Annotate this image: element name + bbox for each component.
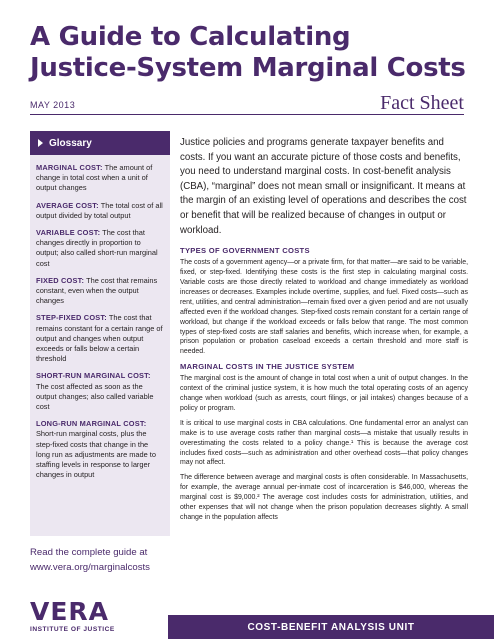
unit-banner: COST-BENEFIT ANALYSIS UNIT <box>168 615 494 639</box>
glossary-term: LONG-RUN MARGINAL COST: <box>36 419 147 429</box>
glossary-heading: Glossary <box>49 137 92 149</box>
page-footer <box>0 593 494 639</box>
glossary-item <box>36 276 164 307</box>
title-line-2: Justice-System Marginal Costs <box>30 53 466 83</box>
read-guide-callout <box>30 545 175 575</box>
guide-link[interactable]: www.vera.org/marginalcosts <box>30 562 150 573</box>
glossary-item <box>36 228 164 269</box>
glossary-term: SHORT-RUN MARGINAL COST: <box>36 371 151 381</box>
glossary-item <box>36 419 164 480</box>
body-paragraph: It is critical to use marginal costs in CBA calculations. One fundamental error an analyst can make is to use average costs rather than marginal costs—a mistake that usually results in overestimating the costs related to a policy change.¹ This is because the average cost includes fixed costs—such as administration and other overhead costs—that policy changes may not affect. <box>180 419 468 467</box>
glossary-definition: The amount of change in total cost when a unit of output changes <box>36 163 153 193</box>
header-divider <box>30 114 464 115</box>
body-paragraph: The costs of a government agency—or a private firm, for that matter—are said to be variable, fixed, or step-fixed. Identifying these costs is the first step in calculating marginal costs. Variable costs are those directly related to workload and change immediately as workload increases or decreases. Examples include overtime, supplies, and fuel. Fixed costs—such as rent, utilities, and central administration—remain fixed over a given period and are not usually affected even if the workload changes. Step-fixed costs remain constant for a certain range of workload, but change if the workload exceeds or falls below that range. The most common types of step-fixed costs are staff salaries and benefits, which increase when, for example, a prison population or probation caseload exceeds a certain threshold and more staff is needed. <box>180 259 468 356</box>
main-content <box>180 136 468 528</box>
section-heading-marginal-costs: MARGINAL COSTS IN THE JUSTICE SYSTEM <box>180 362 355 372</box>
triangle-right-icon <box>38 139 43 147</box>
glossary-item <box>36 371 164 412</box>
glossary-item <box>36 163 164 194</box>
glossary-term: AVERAGE COST: <box>36 200 99 210</box>
glossary-item <box>36 313 164 364</box>
glossary-term: MARGINAL COST: <box>36 163 103 172</box>
glossary-list <box>30 155 170 480</box>
glossary-definition: The cost that remains constant, even when the output changes <box>36 275 158 306</box>
glossary-sidebar <box>30 131 170 536</box>
glossary-item <box>36 201 164 221</box>
body-paragraph: The marginal cost is the amount of change in total cost when a unit of output changes. In the context of the criminal justice system, it is how much the total operating costs of an agency change when workload (such as arrests, court filings, or jail intakes) changes because of a policy or program. <box>180 375 468 412</box>
glossary-term: VARIABLE COST: <box>36 228 101 238</box>
glossary-definition: The cost that remains constant for a certain range of output and changes when output exceeds or falls below a certain threshold <box>36 313 163 364</box>
vera-logo-subtitle: INSTITUTE OF JUSTICE <box>30 626 115 633</box>
glossary-term: STEP-FIXED COST: <box>36 313 107 323</box>
glossary-header <box>30 131 170 155</box>
glossary-term: FIXED COST: <box>36 275 85 285</box>
glossary-definition: Short-run marginal costs, plus the step-fixed costs that change in the long run as adjustments are made to staffing levels in response to larger changes in output <box>36 429 156 480</box>
intro-paragraph: Justice policies and programs generate taxpayer benefits and costs. If you want an accurate picture of those costs and benefits, you need to understand marginal costs. In cost-benefit analysis (CBA), “marginal” does not mean small or insignificant. It means at the margin of an existing level of operations and describes the cost or benefit that will be realized because of changes in output or workload. <box>180 137 467 236</box>
body-paragraph: The difference between average and marginal costs is often considerable. In Massachusetts, for example, the average annual per-inmate cost of incarceration is $46,000, whereas the marginal cost is $9,000.² The average cost includes costs for administration, utilities, and other expenses that will not change when the prison population decreases slightly. A small change in the population affects <box>180 474 468 521</box>
read-guide-text: Read the complete guide at <box>30 547 148 558</box>
glossary-definition: The total cost of all output divided by total output <box>36 200 163 220</box>
glossary-definition: The cost affected as soon as the output changes; also called variable cost <box>36 381 154 412</box>
vera-logo: VERA <box>30 597 110 626</box>
title-line-1: A Guide to Calculating <box>30 22 351 52</box>
document-title <box>30 22 470 84</box>
glossary-definition: The cost that changes directly in proportion to output; also called short-run marginal cost <box>36 228 158 268</box>
publication-date: MAY 2013 <box>30 100 76 110</box>
section-heading-cost-types: TYPES OF GOVERNMENT COSTS <box>180 246 310 256</box>
document-type: Fact Sheet <box>380 92 464 114</box>
